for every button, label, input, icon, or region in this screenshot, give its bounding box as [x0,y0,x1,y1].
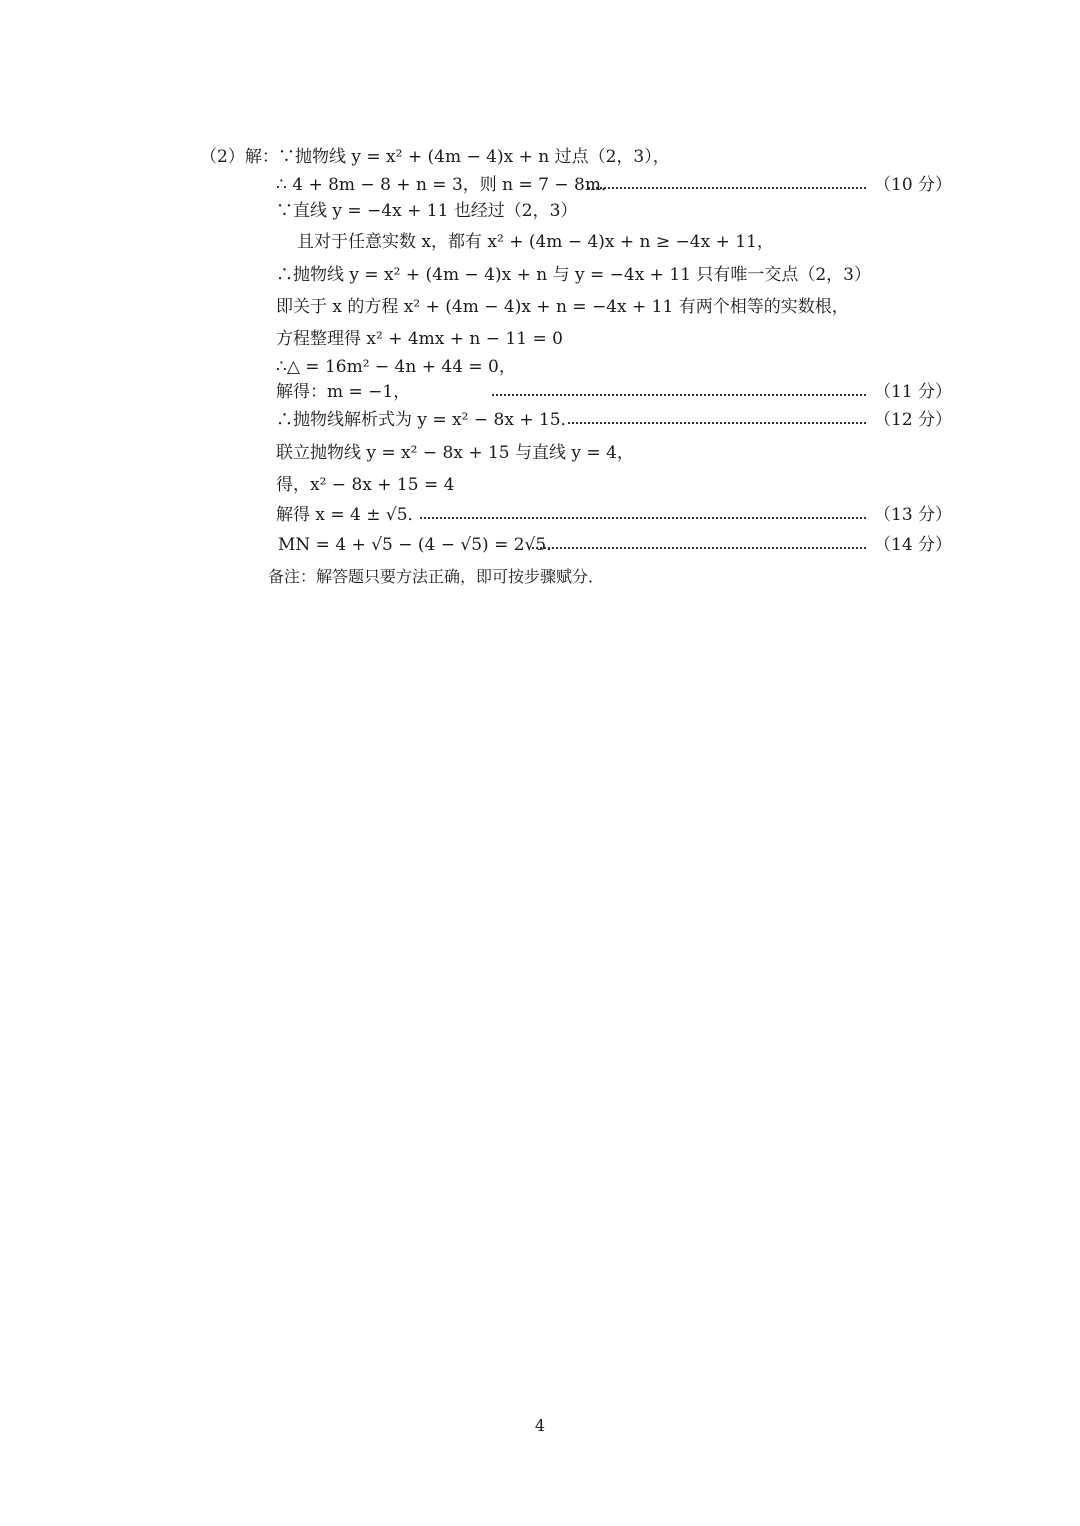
solution-step: 方程整理得 x² + 4mx + n − 11 = 0 [276,329,563,349]
solution-step: ∵直线 y = −4x + 11 也经过（2，3） [276,201,578,221]
solution-line [0,530,1080,560]
solution-step: 即关于 x 的方程 x² + (4m − 4)x + n = −4x + 11 有两个相等的实数根， [276,297,849,317]
grading-note-text: 备注：解答题只要方法正确，即可按步骤赋分． [268,567,605,586]
score-marker: （10 分） [874,175,953,195]
solution-step: ∴ 4 + 8m − 8 + n = 3，则 n = 7 − 8m． [276,175,618,195]
score-marker: （14 分） [874,535,953,555]
dotted-leader [588,187,866,189]
solution-step: 得，x² − 8x + 15 = 4 [276,475,455,495]
grading-note [0,562,1080,592]
solution-label: （2）解： [200,147,279,167]
solution-line [0,196,1080,226]
dotted-leader [492,394,866,396]
dotted-leader [420,517,866,519]
solution-line [0,500,1080,530]
solution-line [0,142,1080,172]
solution-step: ∴抛物线解析式为 y = x² − 8x + 15． [276,410,578,430]
solution-line [0,438,1080,468]
solution-step: ∴△ = 16m² − 4n + 44 = 0， [276,357,516,377]
solution-step: 联立抛物线 y = x² − 8x + 15 与直线 y = 4， [276,443,634,463]
solution-line [0,292,1080,322]
solution-line [0,260,1080,290]
dotted-leader [568,422,866,424]
solution-step: MN = 4 + √5 − (4 − √5) = 2√5． [278,535,564,555]
solution-step: 解得：m = −1， [276,382,411,402]
solution-step: ∵抛物线 y = x² + (4m − 4)x + n 过点（2，3）， [278,147,670,167]
solution-line [0,227,1080,257]
solution-line [0,470,1080,500]
solution-line [0,324,1080,354]
solution-line [0,405,1080,435]
score-marker: （12 分） [874,410,953,430]
dotted-leader [532,547,866,549]
solution-step: 解得 x = 4 ± √5． [276,505,425,525]
score-marker: （11 分） [874,382,953,402]
score-marker: （13 分） [874,505,953,525]
solution-line [0,377,1080,407]
page-number: 4 [534,1416,546,1435]
solution-step: ∴抛物线 y = x² + (4m − 4)x + n 与 y = −4x + 11 只有唯一交点（2，3） [276,265,871,285]
solution-step: 且对于任意实数 x，都有 x² + (4m − 4)x + n ≥ −4x + 11， [297,232,774,252]
